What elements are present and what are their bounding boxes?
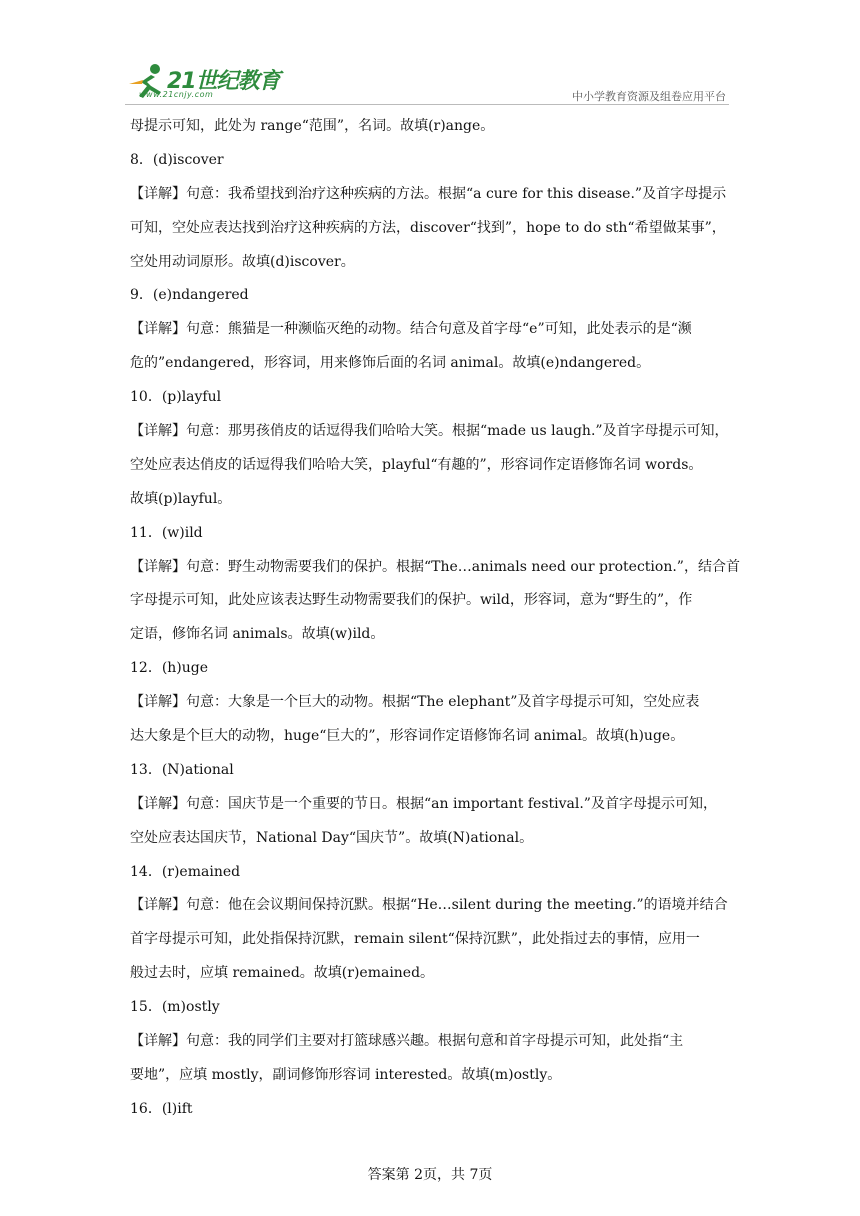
logo-url: www.21cnjy.com xyxy=(139,90,214,99)
text-line: 【详解】句意：大象是一个巨大的动物。根据“The elephant”及首字母提示可知，空处应表 xyxy=(130,694,700,711)
question-number: 13．(N)ational xyxy=(130,761,234,778)
text-line: 可知，空处应表达找到治疗这种疾病的方法，discover“找到”，hope to do sth“希望做某事”， xyxy=(130,219,726,236)
text-line: 达大象是个巨大的动物，huge“巨大的”，形容词作定语修饰名词 animal。故填(h)uge。 xyxy=(130,728,685,745)
text-line: 要地”，应填 mostly，副词修饰形容词 interested。故填(m)ostly。 xyxy=(130,1066,562,1083)
text-line: 空处应表达国庆节，National Day“国庆节”。故填(N)ational。 xyxy=(130,829,534,846)
header-divider xyxy=(125,104,729,105)
text-line: 故填(p)layful。 xyxy=(130,490,232,507)
question-number: 9．(e)ndangered xyxy=(130,287,249,304)
question-number: 16．(l)ift xyxy=(130,1100,193,1117)
question-number: 12．(h)uge xyxy=(130,660,209,677)
text-line: 【详解】句意：我的同学们主要对打篮球感兴趣。根据句意和首字母提示可知，此处指“主 xyxy=(130,1033,684,1050)
answer-content xyxy=(130,110,740,1127)
text-line: 母提示可知，此处为 range“范围”，名词。故填(r)ange。 xyxy=(130,118,495,134)
text-line: 【详解】句意：我希望找到治疗这种疾病的方法。根据“a cure for this disease.”及首字母提示 xyxy=(130,185,727,202)
text-line: 般过去时，应填 remained。故填(r)emained。 xyxy=(130,965,435,982)
text-line: 空处应表达俏皮的话逗得我们哈哈大笑，playful“有趣的”，形容词作定语修饰名词 words。 xyxy=(130,456,703,473)
text-line: 首字母提示可知，此处指保持沉默，remain silent“保持沉默”，此处指过去的事情，应用一 xyxy=(130,931,700,948)
logo-text: 21世纪教育 xyxy=(167,69,280,94)
header-tagline: 中小学教育资源及组卷应用平台 xyxy=(572,90,726,103)
text-line: 【详解】句意：他在会议期间保持沉默。根据“He…silent during the meeting.”的语境并结合 xyxy=(130,897,728,914)
logo xyxy=(125,62,280,102)
text-line: 空处用动词原形。故填(d)iscover。 xyxy=(130,253,355,270)
question-number: 10．(p)layful xyxy=(130,389,222,406)
text-line: 字母提示可知，此处应该表达野生动物需要我们的保护。wild，形容词，意为“野生的”，作 xyxy=(130,592,693,609)
question-number: 15．(m)ostly xyxy=(130,999,220,1016)
text-line: 【详解】句意：野生动物需要我们的保护。根据“The…animals need our protection.”，结合首 xyxy=(130,558,740,575)
text-line: 【详解】句意：熊猫是一种濒临灭绝的动物。结合句意及首字母“e”可知，此处表示的是“濒 xyxy=(130,321,692,338)
question-number: 11．(w)ild xyxy=(130,524,203,541)
page-footer: 答案第 2页，共 7页 xyxy=(367,1167,493,1183)
text-line: 危的”endangered，形容词，用来修饰后面的名词 animal。故填(e)ndangered。 xyxy=(130,355,651,372)
text-line: 【详解】句意：国庆节是一个重要的节日。根据“an important festival.”及首字母提示可知， xyxy=(130,795,717,812)
text-line: 【详解】句意：那男孩俏皮的话逗得我们哈哈大笑。根据“made us laugh.”及首字母提示可知， xyxy=(130,423,729,440)
page-header xyxy=(0,0,860,110)
text-line: 定语，修饰名词 animals。故填(w)ild。 xyxy=(130,626,385,643)
question-number: 8．(d)iscover xyxy=(130,151,224,168)
question-number: 14．(r)emained xyxy=(130,863,241,880)
